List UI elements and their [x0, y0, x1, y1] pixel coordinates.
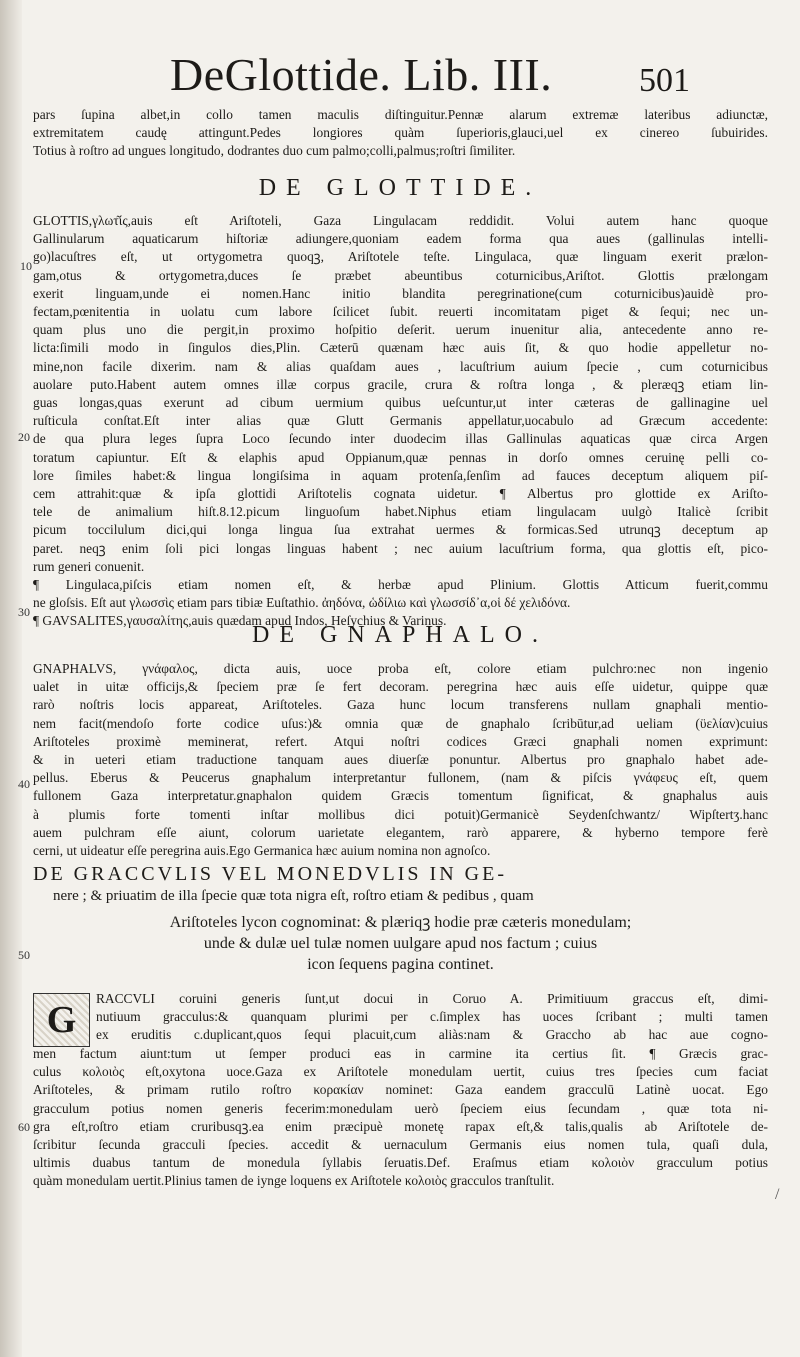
margin-number: 60 — [18, 1120, 30, 1134]
section-heading-glottis: DE GLOTTIDE. — [258, 175, 542, 201]
text-line: ſcribitur ſecunda gracculi ſpecies. accedit & uernaculum Germanis eius nomen tula, quaſi dula, — [33, 1137, 768, 1153]
text-line: fullonem Gaza interpretatur.gnaphalon quidem Græcis tomentum ſignificat, & gnaphalus auis — [33, 788, 768, 804]
text-line: rum generi conuenit. — [33, 558, 145, 574]
text-line: RACCVLI coruini generis ſunt,ut docui in Coruo A. Primitiuum graccus eſt, dimi- — [96, 991, 768, 1006]
page-number: 501 — [639, 62, 690, 99]
text-line: GNAPHALVS, γνάφαλος, dicta auis, uoce proba eſt, colore etiam pulchro:nec non ingenio — [33, 661, 768, 676]
text-line: & in ueteri etiam traductione tanquam aues diuerſæ ponuntur. Albertus pro gnaphalo habet ade- — [33, 752, 768, 768]
section-heading-gnaphalo: DE GNAPHALO. — [252, 622, 548, 648]
text-line: go)lacuſtres eſt, ut ortygometra quoqꝫ, Ariſtotele teſte. Lingulaca, quæ linguam exerit prælon- — [33, 249, 768, 265]
margin-number: 30 — [18, 605, 30, 619]
text-line: auolare puto.Habent autem omnes illæ corpus gracile, crura & roſtra longa , & pleræqꝫ etiam lin- — [33, 376, 768, 392]
text-line: Ariſtoteles, & primam rutilo roſtro κορακίαν nominet: Gaza eandem gracculū Latinè uocat. Ego — [33, 1082, 768, 1098]
margin-number: 50 — [18, 948, 30, 962]
text-line: Gallinularum aquaticarum hiſtoriæ adiungere,quoniam eadem forma qua aues (gallinulas intelli- — [33, 231, 768, 247]
text-line: ne gloſsis. Eſt aut γλωσσὶς etiam pars tibiæ Euſtathio. ἀηδόνα, ὡδίλιω καὶ γλωσσίδ᾽α,οἱ δέ χελιδόνα. — [33, 595, 571, 611]
text-line: ualet in uitæ officijs,& ſpeciem præ ſe fert decoram. peregrina hæc auis eſſe uidetur, quippe quæ — [33, 679, 768, 695]
graculis-heading-center — [33, 912, 768, 975]
text-line: ex eruditis c.duplicant,quos ſequi placuit,cum aliàs:nam & Graccho ab hac aue cogno- — [96, 1027, 768, 1043]
margin-number: 20 — [18, 430, 30, 444]
text-line: à plumis forte tomenti inſtar mollibus dici potuit)Germanicè Seydenſchwantz/ Wipſtertʒ.hanc — [33, 806, 768, 822]
text-line: gra eſt,roſtro etiam cruribusqꝫ.ea enim præcipuè monetę rapax eſt,& talis,qualis ab Ariſtotele de- — [33, 1118, 768, 1134]
section-heading-graculis: DE GRACCVLIS VEL MONEDVLIS IN GE- — [33, 863, 507, 885]
text-line: nem facit(mendoſo forte codice uſus:)& omnia quæ de gnaphalo ſcribūtur,ad ueliam (ϋελίαν)cuius — [33, 715, 768, 731]
text-line: lore ſimiles habet:& lingua longiſsima in aquam protenſa,ſenſim ad fauces deceptum aliquem piſ- — [33, 467, 768, 483]
text-line: nutiuum gracculus:& quanquam plurimi per c.ſimplex has uoces ſcribant ; multi tamen — [96, 1009, 768, 1025]
text-line: de qua plura leges ſupra Loco ſecundo inter duodecim illas Gallinulas aquaticas quæ circa Argen — [33, 431, 768, 447]
text-line: GLOTTIS,γλωτ͂ίς,auis eſt Ariſtoteli, Gaza Lingulacam reddidit. Volui autem hanc quoque — [33, 213, 768, 228]
text-line: pars ſupina albet,in collo tamen maculis diſtinguitur.Pennæ alarum extremæ lateribus adiunctæ, — [33, 107, 768, 122]
text-line: paret. neqꝫ enim ſoli pici longas linguas habent ; nec auium lacuſtrium forma, qua glottis eſt, pico- — [33, 540, 768, 556]
text-line: auem pulchram eſſe aiunt, colorum uarietate elegantem, rarò apparere, & hyberno tempore ferè — [33, 824, 768, 840]
text-line: exerit linguam,unde ei nomen.Hanc initio blandita peregrinatione(cum coturnicibus)auidè pro- — [33, 285, 768, 301]
text-line: guas longas,quas exerunt ad cibum uermium quibus ueſcuntur,ut inter cæteras de gallinagine uel — [33, 395, 768, 411]
text-line: ¶ GAVSALITES,γαυσαλίτης,auis quædam apud Indos, Heſychius & Varinus. — [33, 613, 447, 629]
running-header — [170, 48, 690, 108]
text-line: rarò noſtris locis appareat, Ariſtoteles. Gaza hunc locum transferens nullam gnaphali mentio- — [33, 697, 768, 713]
text-line: quàm monedulam uertit.Plinius tamen de iynge loquens ex Ariſtotele κολοιὸς gracculos tranſtulit. — [33, 1173, 555, 1189]
text-line: ultimis duabus tantum de monedula ſyllabis ſeruatis.Def. Eraſmus etiam κολοιὸν gracculum potius — [33, 1155, 768, 1171]
text-line: unde & dulæ uel tulæ nomen uulgare apud nos factum ; cuius — [203, 935, 598, 952]
text-line: tele de animalium hiſt.8.12.picum linguoſum habet.Niphus etiam lingulacam uulgò Italicè ſcribit — [33, 504, 768, 520]
ink-mark: / — [775, 1186, 780, 1203]
text-line: extremitatem caudę attingunt.Pedes longiores quàm ſuperioris,glauci,uel ex cinereo ſubuirides. — [33, 125, 768, 141]
text-line: toratum capiuntur. Eſt & elaphis apud Oppianum,quæ pennas in dorſo omnes ceruinę pelli co- — [33, 449, 768, 465]
graculis-heading — [33, 862, 768, 906]
margin-number: 10 — [20, 259, 32, 273]
intro-paragraph — [33, 106, 768, 161]
text-line: picum toccilulum dici,qui longa lingua ſua extrahat uermes & formicas.Sed utrunqꝫ deceptum ap — [33, 522, 768, 538]
text-line: cerni, ut uideatur eſſe peregrina auis.Ego Germanica hæc auium nomina non agnoſco. — [33, 843, 491, 859]
page-title: DeGlottide. Lib. III. — [170, 49, 553, 100]
text-line: quam plus uno die pergit,in proximo hoſpitio deſerit. uerum inuenitur alia, antecedente anno re- — [33, 322, 768, 338]
text-line: Totius à roſtro ad ungues longitudo, dodrantes duo cum palmo;colli,palmus;roſtri ſimiliter. — [33, 143, 516, 159]
graculis-paragraph — [33, 1045, 768, 1191]
graculis-paragraph-start — [96, 990, 768, 1045]
text-line: Ariſtoteles proximè meminerat, refert. Atqui noſtri codices Græci gnaphali nomen exprimunt: — [33, 733, 768, 749]
text-line: licta:ſimili modo in ſingulos dies,Plin. Cæterū quænam hæc auis ſit, & quo hodie appelletur no- — [33, 340, 768, 356]
text-line: ruſticula conſtat.Eſt inter alias quæ Glutt Germanis appellatur,uocabulo ad Græcum accedente: — [33, 413, 768, 429]
text-line: cem attrahit:quæ & ipſa glottidi Ariſtotelis cognata uidetur. ¶ Albertus pro glottide ex Ariſto- — [33, 486, 768, 502]
text-line: pellus. Eberus & Peucerus gnaphalum interpretantur fullonem, (nam & piſcis γνάφευς eſt, quem — [33, 770, 768, 786]
text-line: culus κολοιὸς eſt,oxytona uoce.Gaza ex Ariſtotele monedulam uertit, cuius tres ſpecies cum faciat — [33, 1064, 768, 1080]
text-line: men factum aiunt:tum ut ſemper produci eas in carmine ita certius ſit. ¶ Græcis grac- — [33, 1046, 768, 1061]
text-line: fectam,pœnitentia in uolatu cum labore ſcilicet ſubit. reuerti incomitatam piget & ſequi; nec un- — [33, 304, 768, 320]
text-line: gracculum potius nomen generis fecerim:monedulam uerò ſpeciem eius ſecundam , quæ tota ni- — [33, 1100, 768, 1116]
gnaphalo-paragraph — [33, 660, 768, 860]
text-line: icon ſequens pagina continet. — [307, 956, 494, 973]
margin-number: 40 — [18, 777, 30, 791]
text-line: gam,otus & ortygometra,duces ſe præbet abeuntibus coturnicibus,Ariſtot. Glottis prælongam — [33, 267, 768, 283]
decorated-initial: G — [33, 993, 90, 1047]
text-line: ¶ Lingulaca,piſcis etiam nomen eſt, & herbæ apud Plinium. Glottis Atticum fuerit,commu — [33, 577, 768, 593]
text-line: Ariſtoteles lycon cognominat: & plæriqꝫ hodie præ cæteris monedulam; — [169, 914, 632, 931]
gutter-shadow — [0, 0, 22, 1357]
text-line: mine,non facile dixerim. nam & alias quaſdam aues , lacuſtrium auium ſpecie , cum coturnicibus — [33, 358, 768, 374]
glottis-paragraph — [33, 212, 768, 631]
text-line: nere ; & priuatim de illa ſpecie quæ tota nigra eſt, roſtro etiam & pedibus , quam — [53, 888, 534, 904]
